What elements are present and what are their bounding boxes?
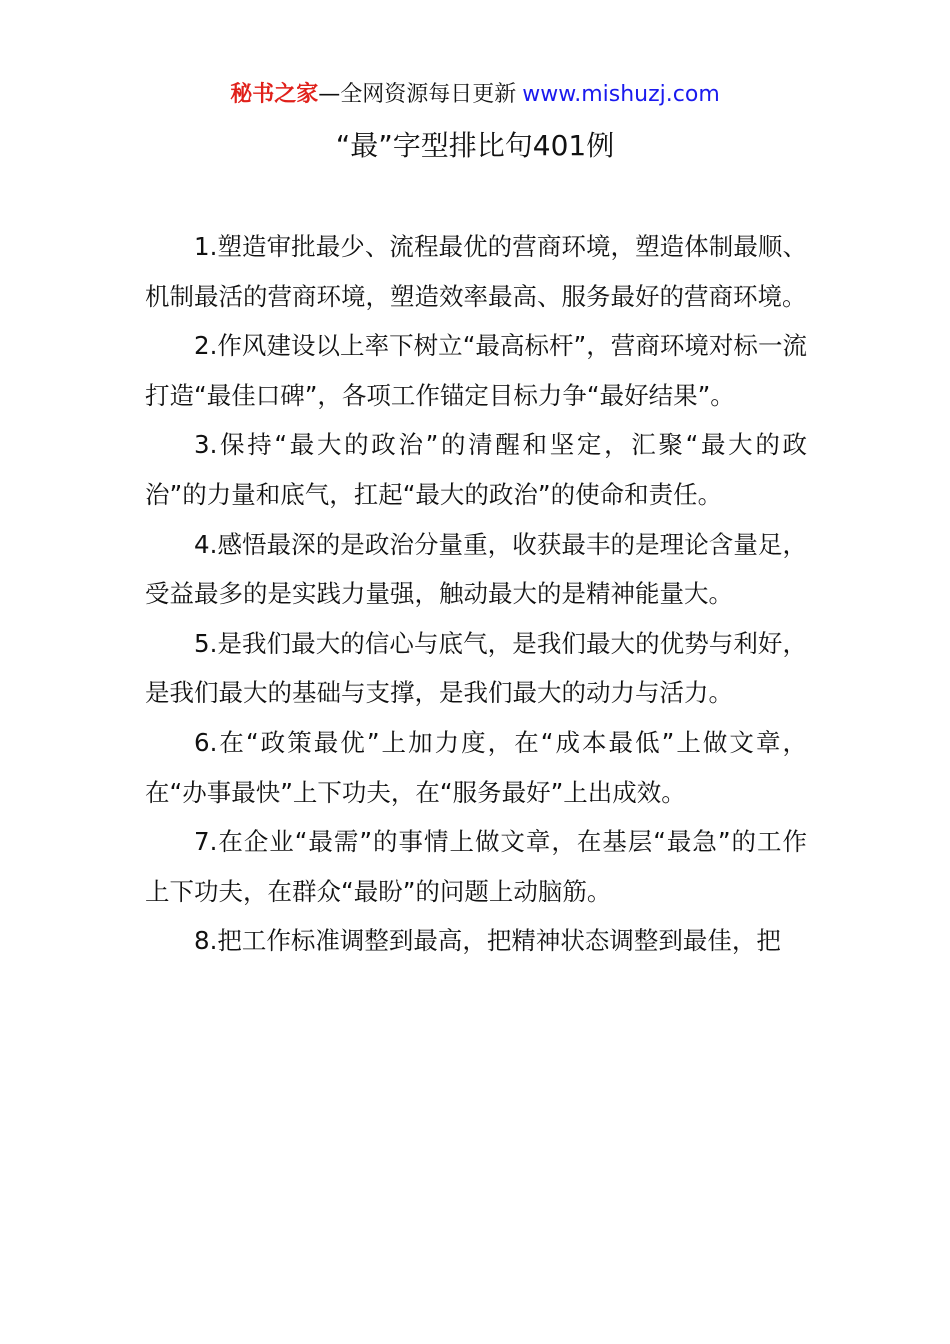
- site-url-link[interactable]: www.mishuzj.com: [522, 82, 720, 107]
- paragraph-4: 4.感悟最深的是政治分量重，收获最丰的是理论含量足，受益最多的是实践力量强，触动最大的是精神能量大。: [145, 529, 807, 609]
- paragraph-6: 6.在“政策最优”上加力度，在“成本最低”上做文章，在“办事最快”上下功夫，在“服务最好”上出成效。: [145, 727, 807, 807]
- paragraph-8: 8.把工作标准调整到最高，把精神状态调整到最佳，把: [194, 926, 781, 956]
- paragraph-3: 3.保持“最大的政治”的清醒和坚定，汇聚“最大的政治”的力量和底气，扛起“最大的政治”的使命和责任。: [145, 430, 807, 509]
- document-body: [145, 222, 807, 966]
- brand-name: 秘书之家: [230, 82, 319, 107]
- paragraph-2: 2.作风建设以上率下树立“最高标杆”，营商环境对标一流打造“最佳口碑”，各项工作锚定目标力争“最好结果”。: [145, 331, 807, 410]
- document-title: “最”字型排比句401例: [335, 129, 615, 162]
- site-header: [0, 78, 950, 112]
- paragraph-7: 7.在企业“最需”的事情上做文章，在基层“最急”的工作上下功夫，在群众“最盼”的问题上动脑筋。: [145, 827, 807, 906]
- paragraph-1: 1.塑造审批最少、流程最优的营商环境，塑造体制最顺、机制最活的营商环境，塑造效率最高、服务最好的营商环境。: [145, 232, 807, 311]
- paragraph-5: 5.是我们最大的信心与底气，是我们最大的优势与利好，是我们最大的基础与支撑，是我们最大的动力与活力。: [145, 628, 807, 708]
- header-tagline: —全网资源每日更新: [318, 82, 517, 107]
